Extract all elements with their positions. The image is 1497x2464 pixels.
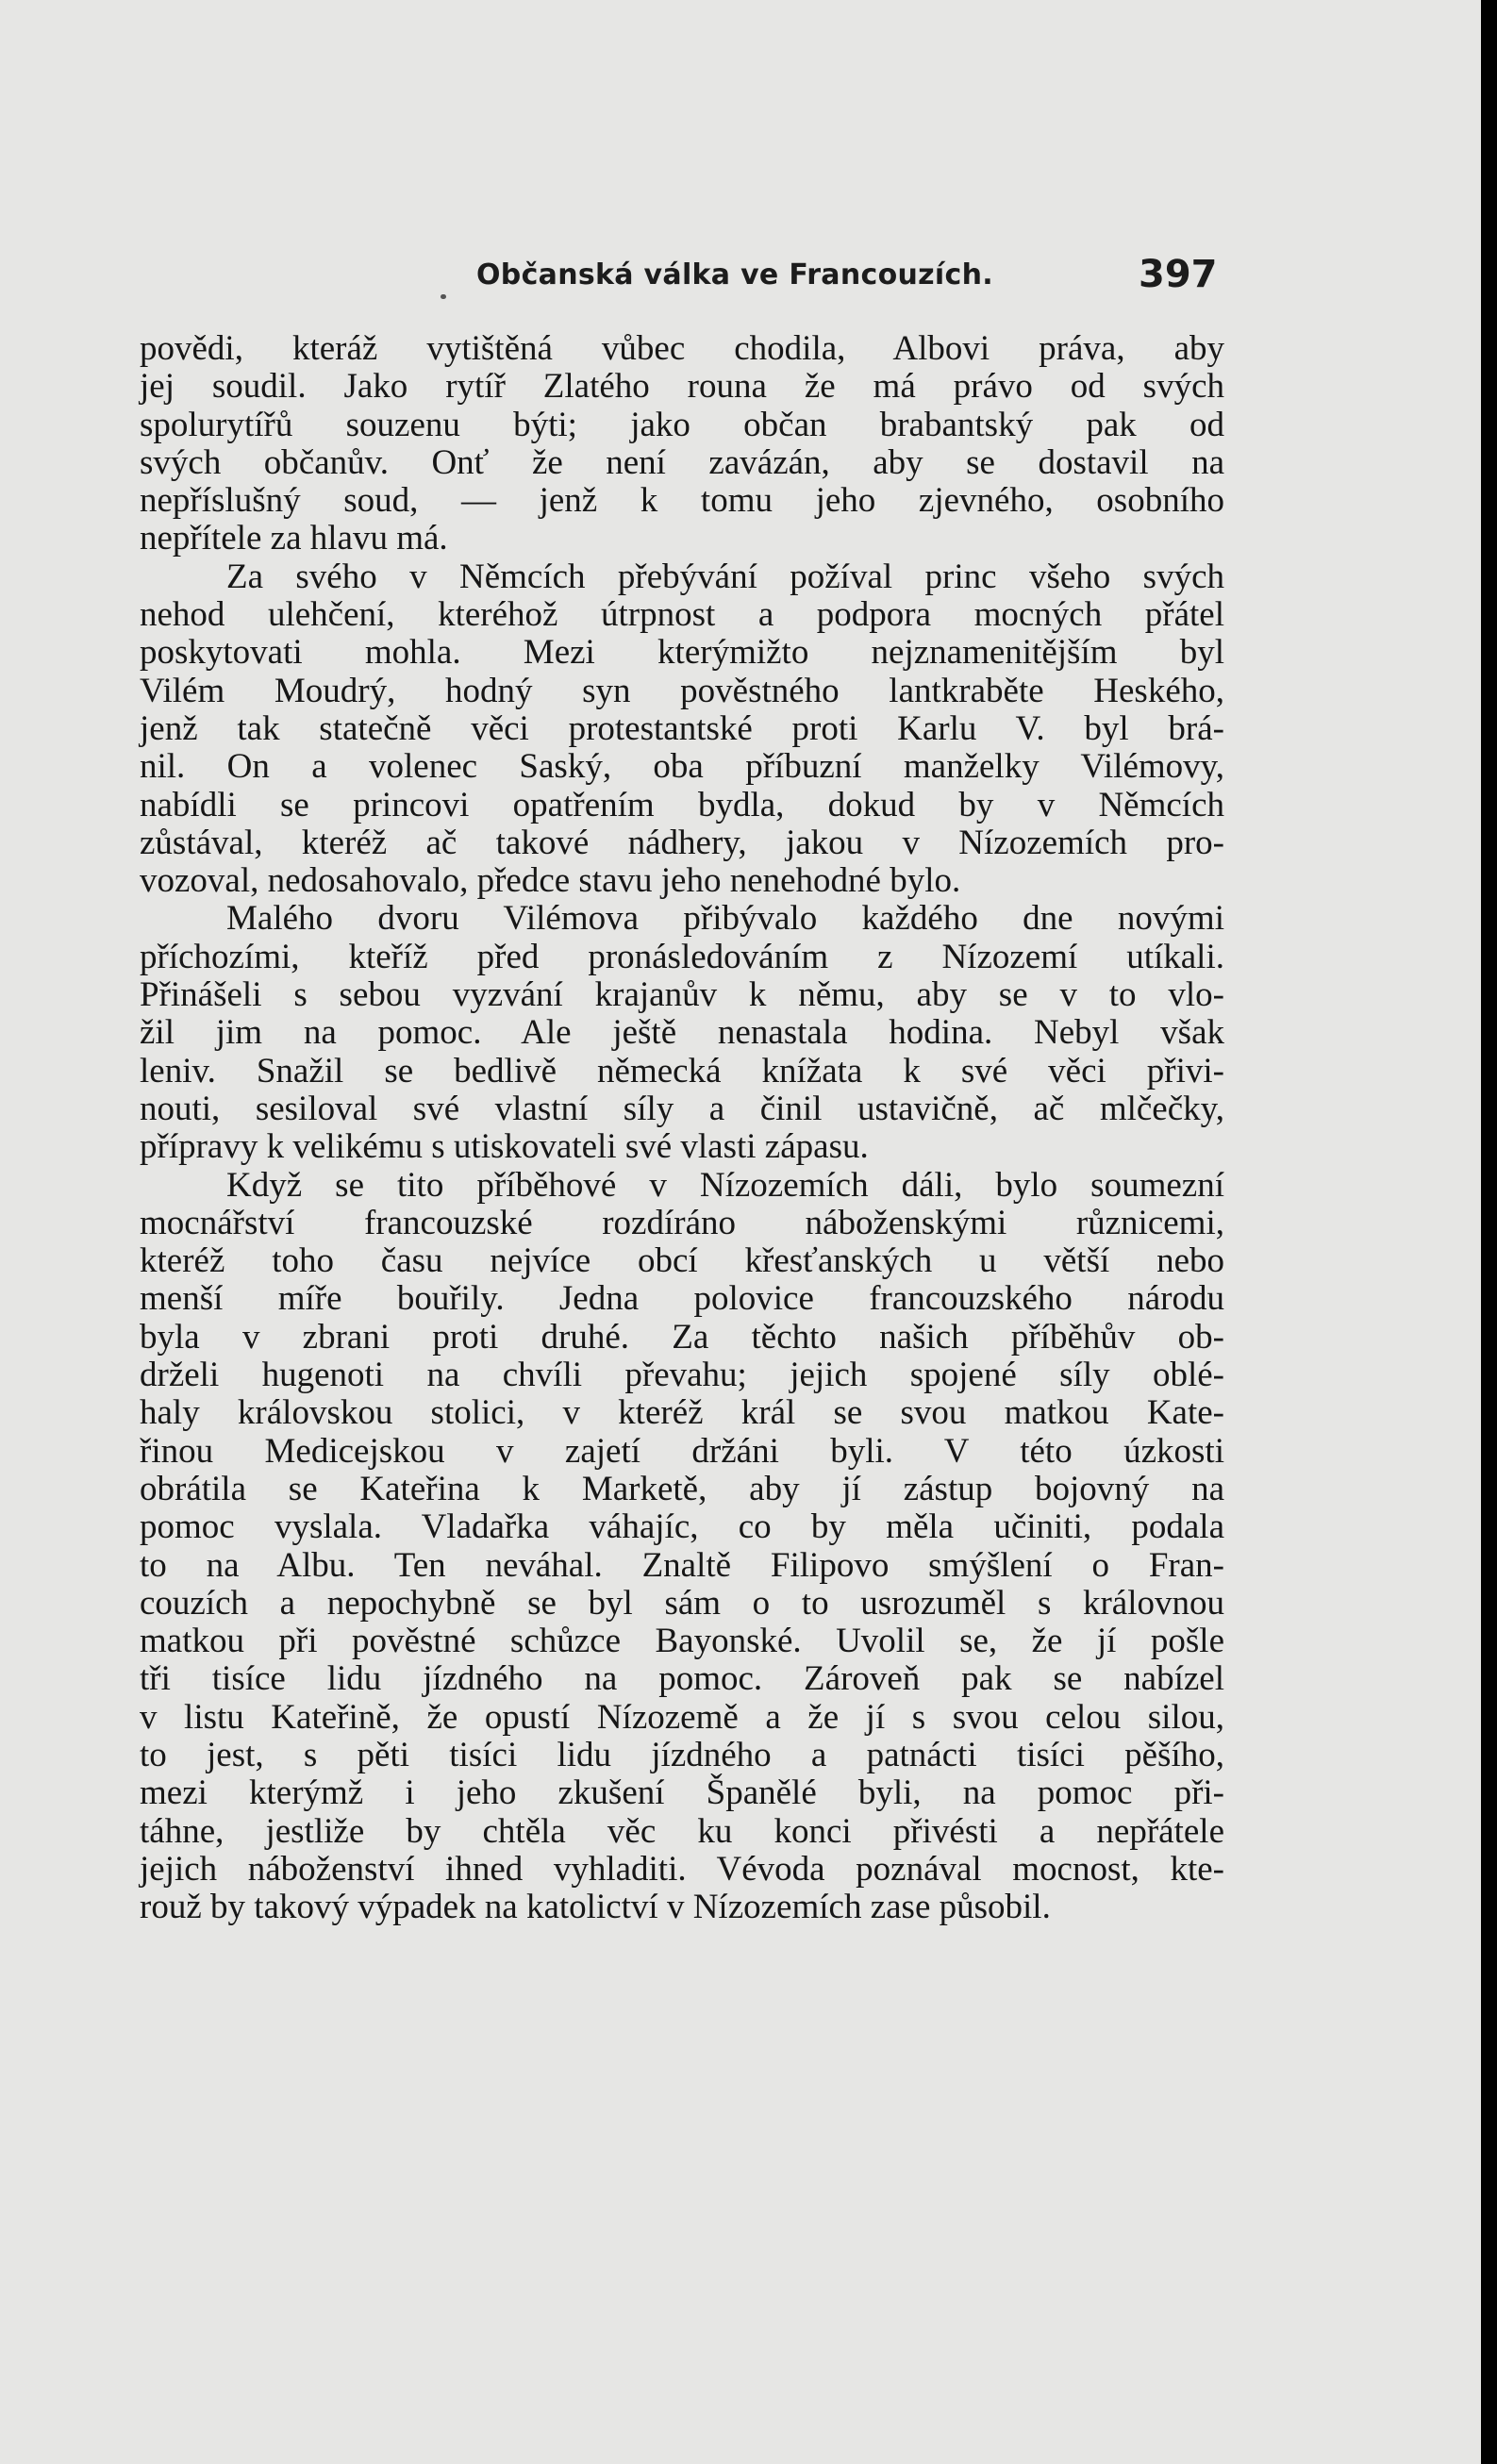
text-line: přípravy k velikému s utiskovateli své vlasti zápasu.	[140, 1127, 869, 1167]
text-line: to jest, s pěti tisíci lidu jízdného a patnácti tisíci pěšího,	[140, 1735, 1224, 1774]
text-line: poskytovati mohla. Mezi kterýmižto nejznamenitějším byl	[140, 633, 1224, 673]
running-title: Občanská válka ve Francouzích.	[476, 258, 993, 291]
text-line: řinou Medicejskou v zajetí držáni byli. V této úzkosti	[140, 1431, 1224, 1471]
text-line: obrátila se Kateřina k Marketě, aby jí zástup bojovný na	[140, 1469, 1224, 1508]
body-text	[140, 330, 1224, 1926]
text-line: nehod ulehčení, kteréhož útrpnost a podpora mocných přátel	[140, 595, 1224, 635]
text-line: povědi, kteráž vytištěná vůbec chodila, Albovi práva, aby	[140, 329, 1224, 368]
text-line: jejich náboženství ihned vyhladiti. Vévoda poznával mocnost, kte-	[140, 1849, 1224, 1889]
text-line: to na Albu. Ten neváhal. Znaltě Filipovo smýšlení o Fran-	[140, 1545, 1224, 1585]
text-line: jej soudil. Jako rytíř Zlatého rouna že má právo od svých	[140, 367, 1224, 407]
text-line: haly královskou stolici, v kteréž král se svou matkou Kate-	[140, 1393, 1224, 1433]
text-line: táhne, jestliže by chtěla věc ku konci přivésti a nepřátele	[140, 1811, 1224, 1851]
text-line: příchozími, kteříž před pronásledováním z Nízozemí utíkali.	[140, 937, 1224, 976]
text-line: pomoc vyslala. Vladařka váhajíc, co by měla učiniti, podala	[140, 1507, 1224, 1547]
text-line: matkou při pověstné schůzce Bayonské. Uvolil se, že jí pošle	[140, 1622, 1224, 1661]
text-line: nabídli se princovi opatřením bydla, dokud by v Němcích	[140, 785, 1224, 824]
ink-speck	[441, 294, 446, 299]
text-line: žil jim na pomoc. Ale ještě nenastala hodina. Nebyl však	[140, 1013, 1224, 1053]
page-number: 397	[1139, 253, 1218, 296]
text-line: Když se tito příběhové v Nízozemích dáli, bylo soumezní	[226, 1165, 1224, 1205]
text-line: mocnářství francouzské rozdíráno náboženskými různicemi,	[140, 1203, 1224, 1242]
text-line: leniv. Snažil se bedlivě německá knížata k své věci přivi-	[140, 1051, 1224, 1090]
scan-edge	[1481, 0, 1497, 2464]
text-line: drželi hugenoti na chvíli převahu; jejich spojené síly oblé-	[140, 1356, 1224, 1395]
text-line: jenž tak statečně věci protestantské proti Karlu V. byl brá-	[140, 708, 1224, 748]
text-line: rouž by takový výpadek na katolictví v Nízozemích zase působil.	[140, 1888, 1051, 1927]
text-line: tři tisíce lidu jízdného na pomoc. Zároveň pak se nabízel	[140, 1659, 1224, 1699]
text-line: couzích a nepochybně se byl sám o to usrozuměl s královnou	[140, 1583, 1224, 1623]
text-line: nouti, sesiloval své vlastní síly a činil ustavičně, ač mlčečky,	[140, 1089, 1224, 1128]
text-line: nepříslušný soud, — jenž k tomu jeho zjevného, osobního	[140, 481, 1224, 521]
text-line: nil. On a volenec Saský, oba příbuzní manželky Vilémovy,	[140, 747, 1224, 787]
page-header	[0, 253, 1481, 309]
text-line: byla v zbrani proti druhé. Za těchto našich příběhův ob-	[140, 1317, 1224, 1357]
text-line: spolurytířů souzenu býti; jako občan brabantský pak od	[140, 405, 1224, 444]
text-line: svých občanův. Onť že není zavázán, aby se dostavil na	[140, 442, 1224, 482]
text-line: Vilém Moudrý, hodný syn pověstného lantkraběte Heského,	[140, 671, 1224, 710]
text-line: menší míře bouřily. Jedna polovice francouzského národu	[140, 1279, 1224, 1319]
text-line: nepřítele za hlavu má.	[140, 519, 448, 558]
text-line: Přinášeli s sebou vyzvání krajanův k němu, aby se v to vlo-	[140, 975, 1224, 1015]
text-line: Za svého v Němcích přebývání požíval princ všeho svých	[226, 557, 1224, 596]
text-line: Malého dvoru Vilémova přibývalo každého dne novými	[226, 899, 1224, 939]
text-line: kteréž toho času nejvíce obcí křesťanských u větší nebo	[140, 1241, 1224, 1281]
text-line: v listu Kateřině, že opustí Nízozemě a že jí s svou celou silou,	[140, 1697, 1224, 1737]
text-line: mezi kterýmž i jeho zkušení Španělé byli, na pomoc při-	[140, 1773, 1224, 1813]
text-line: zůstával, kteréž ač takové nádhery, jakou v Nízozemích pro-	[140, 823, 1224, 862]
text-line: vozoval, nedosahovalo, předce stavu jeho nenehodné bylo.	[140, 861, 961, 901]
